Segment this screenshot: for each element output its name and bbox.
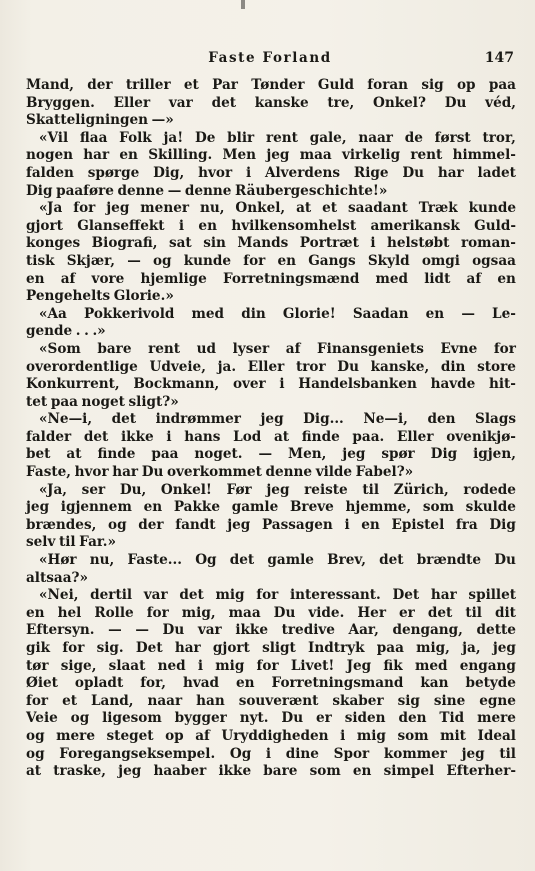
text-line: overordentlige Udveie, ja. Eller tror Du kanske, din store [26,358,516,375]
text-line: Dig paaføre denne — denne Räubergeschichte!» [26,182,388,199]
running-title: Faste Forland [208,50,332,66]
text-line: en hel Rolle for mig, maa Du vide. Her er det til dit [26,604,516,621]
text-line: Faste, hvor har Du overkommet denne vilde Fabel?» [26,464,414,481]
text-line: og Foregangseksempel. Og i dine Spor kommer jeg til [26,745,516,762]
text-line: falder det ikke i hans Lod at finde paa. Eller ovenikjø- [26,428,516,445]
text-line: «Hør nu, Faste... Og det gamle Brev, det brændte Du [39,552,516,569]
text-line: tet paa noget sligt?» [26,393,179,410]
text-line: «Aa Pokkerivold med din Glorie! Saadan en — Le- [39,305,516,322]
text-line: bet at finde paa noget. — Men, jeg spør Dig igjen, [26,446,516,463]
body-text [26,77,516,781]
text-line: Veie og ligesom bygger nyt. Du er siden den Tid mere [26,710,516,727]
text-line: Mand, der triller et Par Tønder Guld foran sig op paa [26,77,516,93]
text-line: «Nei, dertil var det mig for interessant. Det har spillet [39,587,516,604]
binding-mark [241,0,245,9]
text-line: at traske, jeg haaber ikke bare som en simpel Efterher- [26,763,516,780]
text-line: for et Land, naar han souverænt skaber sig sine egne [26,692,516,709]
text-line: gjort Glanseffekt i en hvilkensomhelst amerikansk Guld- [26,217,516,234]
page-number: 147 [484,50,514,66]
text-line: gende . . .» [26,323,106,340]
text-line: Øiet opladt for, hvad en Forretningsmand kan betyde [26,675,516,692]
text-line: «Som bare rent ud lyser af Finansgeniets Evne for [39,340,516,357]
text-line: brændes, og der fandt jeg Passagen i en Epistel fra Dig [26,516,516,533]
text-line: Eftersyn. — — Du var ikke tredive Aar, dengang, dette [26,622,516,639]
text-line: «Ja for jeg mener nu, Onkel, at et saadant Træk kunde [39,200,516,217]
text-line: «Vil flaa Folk ja! De blir rent gale, naar de først tror, [39,129,516,146]
text-line: Skatteligningen —» [26,112,174,129]
text-line: Pengehelts Glorie.» [26,288,174,305]
page-header [26,50,514,70]
text-line: og mere steget op af Uryddigheden i mig som mit Ideal [26,727,516,744]
text-line: jeg igjennem en Pakke gamle Breve hjemme, som skulde [26,499,516,516]
text-line: nogen har en Skilling. Men jeg maa virkelig rent himmel- [26,147,516,164]
text-line: «Ne—i, det indrømmer jeg Dig... Ne—i, den Slags [39,411,516,428]
text-line: Konkurrent, Bockmann, over i Handelsbanken havde hit- [26,376,516,393]
text-line: selv til Far.» [26,534,117,551]
text-line: tør sige, slaat ned i mig for Livet! Jeg fik med engang [26,657,516,674]
text-line: falden spørge Dig, hvor i Alverdens Rige Du har ladet [26,164,516,181]
text-line: gik for sig. Det har gjort sligt Indtryk paa mig, ja, jeg [26,640,516,656]
text-line: konges Biografi, sat sin Mands Portræt i helstøbt roman- [26,235,516,252]
text-line: «Ja, ser Du, Onkel! Før jeg reiste til Zürich, rodede [39,481,516,498]
text-line: altsaa?» [26,569,88,586]
text-line: tisk Skjær, — og kunde for en Gangs Skyld omgi ogsaa [26,252,516,269]
text-line: Bryggen. Eller var det kanske tre, Onkel? Du véd, [26,94,516,111]
text-line: en af vore hjemlige Forretningsmænd med lidt af en [26,270,516,287]
